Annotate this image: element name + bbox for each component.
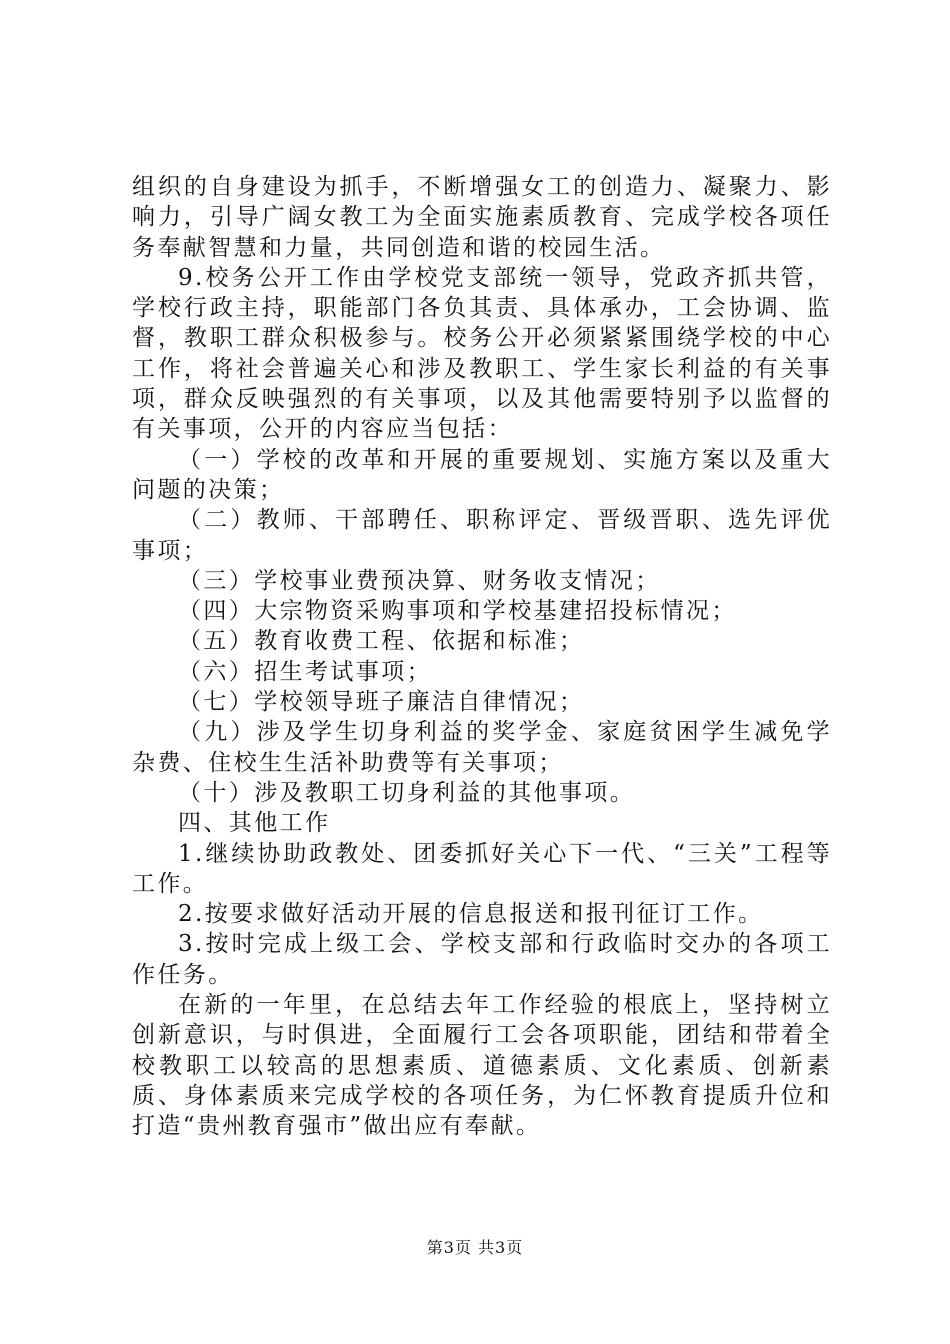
list-item-5: （五）教育收费工程、依据和标准； — [178, 628, 585, 655]
list-item-1: （一）学校的改革和开展的重要规划、实施方案以及重大问题的决策； — [132, 446, 832, 503]
list-item-10: （十）涉及教职工切身利益的其他事项。 — [178, 779, 636, 806]
document-body — [132, 172, 832, 1142]
other-work-item-1: 1.继续协助政教处、团委抓好关心下一代、“三关”工程等工作。 — [132, 840, 832, 897]
closing-paragraph: 在新的一年里，在总结去年工作经验的根底上，坚持树立创新意识，与时俱进，全面履行工会各项职能，团结和带着全校教职工以较高的思想素质、道德素质、文化素质、创新素质、身体素质来完成学校的各项任务，为仁怀教育提质升位和打造“贵州教育强市”做出应有奉献。 — [132, 992, 832, 1140]
list-item-2: （二）教师、干部聘任、职称评定、晋级晋职、选先评优事项； — [132, 507, 832, 564]
list-item-3: （三）学校事业费预决算、财务收支情况； — [178, 567, 661, 594]
paragraph-continuation: 组织的自身建设为抓手，不断增强女工的创造力、凝聚力、影响力，引导广阔女教工为全面实施素质教育、完成学校各项任务奉献智慧和力量，共同创造和谐的校园生活。 — [132, 174, 832, 261]
list-item-4: （四）大宗物资采购事项和学校基建招投标情况； — [178, 598, 737, 625]
list-item-6: （六）招生考试事项； — [178, 658, 432, 685]
page-footer: 第3页 共3页 — [426, 1238, 524, 1257]
list-item-7: （七）学校领导班子廉洁自律情况； — [178, 689, 585, 716]
other-work-item-3: 3.按时完成上级工会、学校支部和行政临时交办的各项工作任务。 — [132, 931, 832, 988]
section-heading: 四、其他工作 — [178, 810, 331, 837]
other-work-item-2: 2.按要求做好活动开展的信息报送和报刊征订工作。 — [178, 901, 764, 928]
list-item-9: （九）涉及学生切身利益的奖学金、家庭贫困学生减免学杂费、住校生生活补助费等有关事项； — [132, 719, 832, 776]
paragraph-item-9: 9.校务公开工作由学校党支部统一领导，党政齐抓共管，学校行政主持，职能部门各负其责、具体承办，工会协调、监督，教职工群众积极参与。校务公开必须紧紧围绕学校的中心工作，将社会普遍关心和涉及教职工、学生家长利益的有关事项，群众反映强烈的有关事项，以及其他需要特别予以监督的有关事项，公开的内容应当包括： — [132, 264, 832, 443]
